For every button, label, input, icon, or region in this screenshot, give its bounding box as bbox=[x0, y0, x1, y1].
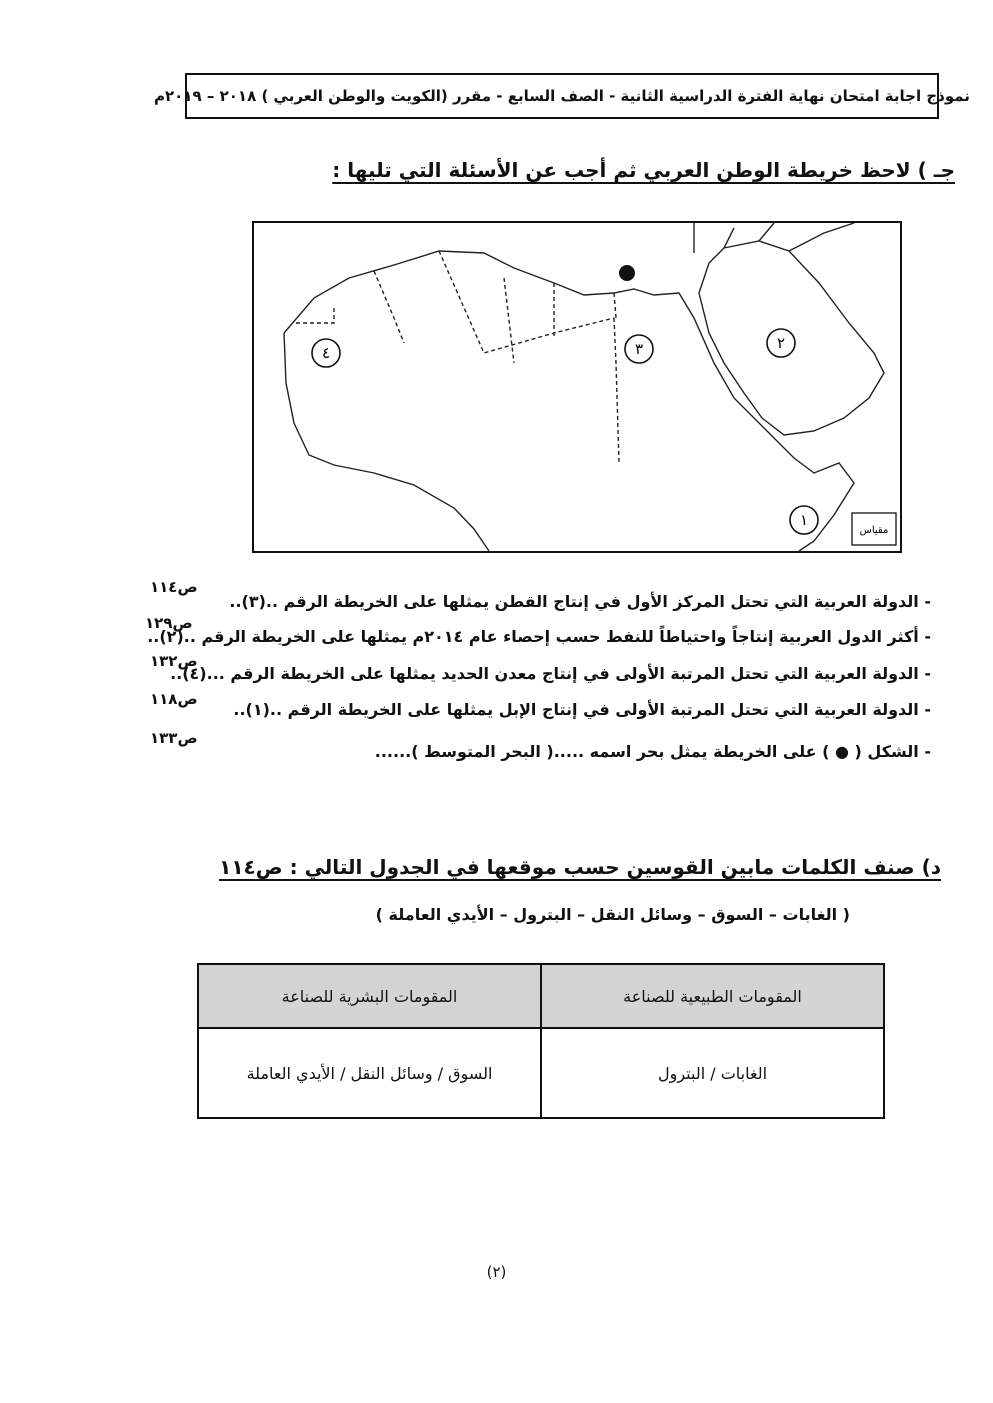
answer-line-2: - أكثر الدول العربية إنتاجاً واحتياطاً للنفط حسب إحصاء عام ٢٠١٤م يمثلها على الخريطة الرقم ..(٢).. bbox=[147, 627, 931, 646]
answer-line-4: - الدولة العربية التي تحتل المرتبة الأولى في إنتاج الإبل يمثلها على الخريطة الرقم ..(١).. bbox=[233, 700, 931, 719]
map-label-3: ٣ bbox=[634, 340, 644, 358]
africa-west-coast bbox=[284, 333, 489, 551]
answer-line-1: - الدولة العربية التي تحتل المركز الأول في إنتاج القطن يمثلها على الخريطة الرقم ..(٣).. bbox=[229, 592, 931, 611]
classification-table bbox=[197, 963, 885, 1119]
word-list: ( الغابات – السوق – وسائل النقل – البترول – الأيدي العاملة ) bbox=[375, 905, 850, 924]
page-number: (٢) bbox=[486, 1263, 507, 1281]
page-ref-1: ص١١٤ bbox=[150, 578, 198, 596]
map-label-2: ٢ bbox=[776, 334, 786, 352]
section-d-title: د) صنف الكلمات مابين القوسين حسب موقعها في الجدول التالي : ص١١٤ bbox=[219, 855, 941, 879]
map-label-1: ١ bbox=[799, 511, 809, 529]
page-ref-2: ص١٢٩ bbox=[145, 614, 193, 632]
internal-borders bbox=[294, 251, 619, 463]
page-ref-5: ص١٣٣ bbox=[150, 729, 198, 747]
header-natural-factors: المقومات الطبيعية للصناعة bbox=[541, 964, 884, 1028]
arab-world-map bbox=[252, 221, 902, 553]
map-label-4: ٤ bbox=[321, 344, 331, 362]
map-legend-text: مقياس bbox=[859, 525, 889, 536]
page-ref-4: ص١١٨ bbox=[150, 690, 198, 708]
map-drawing bbox=[254, 223, 900, 551]
page-ref-3: ص١٣٢ bbox=[150, 652, 198, 670]
answer-line-3: - الدولة العربية التي تحتل المرتبة الأولى في إنتاج معدن الحديد يمثلها على الخريطة الرقم ...(٤).. bbox=[170, 664, 931, 683]
cell-natural-factors: الغابات / البترول bbox=[541, 1028, 884, 1118]
section-c-title: جـ ) لاحظ خريطة الوطن العربي ثم أجب عن الأسئلة التي تليها : bbox=[332, 158, 955, 182]
header-human-factors: المقومات البشرية للصناعة bbox=[198, 964, 541, 1028]
mediterranean-dot-marker bbox=[619, 265, 635, 281]
africa-coastline bbox=[284, 251, 854, 551]
exam-header-text: نموذج اجابة امتحان نهاية الفترة الدراسية الثانية - الصف السابع - مقرر (الكويت والوطن العربي ) ٢٠١٨ – ٢٠١٩م bbox=[154, 87, 970, 105]
levant-iraq bbox=[694, 223, 854, 253]
cell-human-factors: السوق / وسائل النقل / الأيدي العاملة bbox=[198, 1028, 541, 1118]
exam-header bbox=[154, 73, 970, 119]
answer-line-5: - الشكل ( ● ) على الخريطة يمثل بحر اسمه .....( البحر المتوسط )...... bbox=[374, 742, 931, 761]
